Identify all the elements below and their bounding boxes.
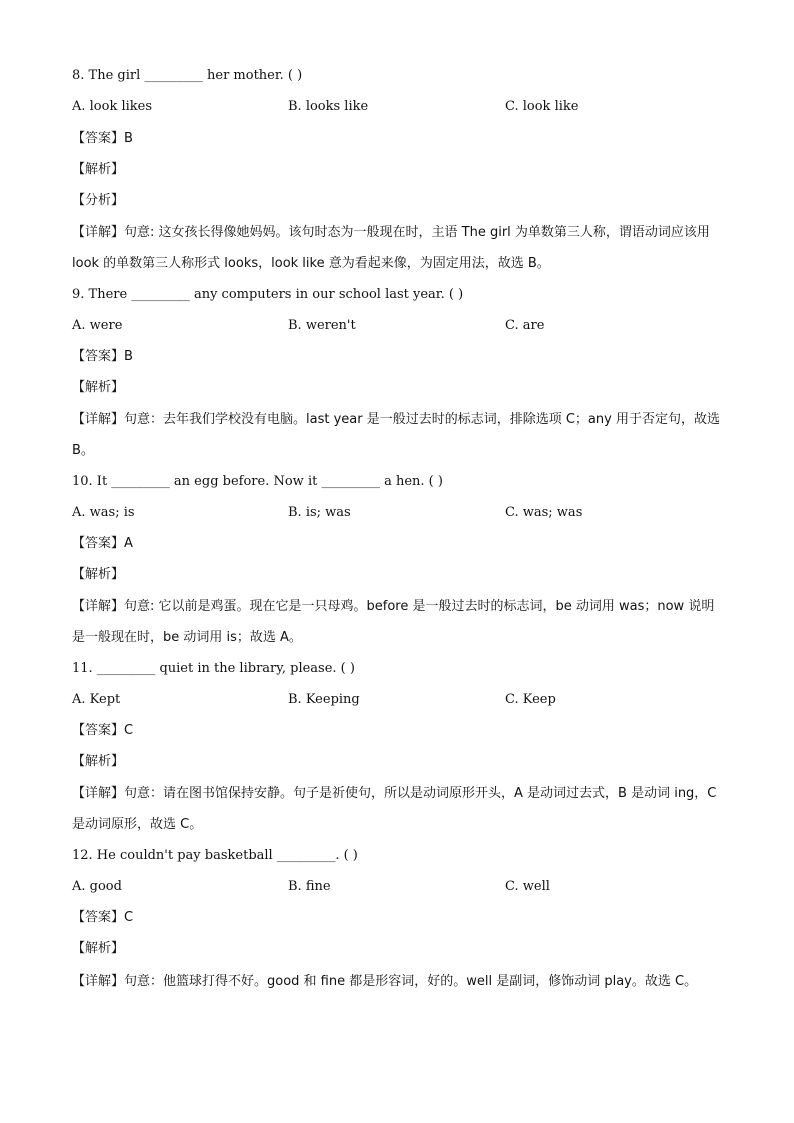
option-b: B. looks like	[288, 99, 369, 114]
option-c: C. look like	[505, 99, 579, 114]
option-c: C. Keep	[505, 692, 556, 707]
question-9-stem: 9. There _________ any computers in our school last year. ( )	[72, 287, 464, 302]
question-8-options	[72, 97, 732, 117]
question-11-stem: 11. _________ quiet in the library, please. ( )	[72, 661, 355, 676]
answer-label: 【答案】C	[72, 723, 134, 738]
option-a: A. were	[72, 318, 123, 333]
option-b: B. weren't	[288, 318, 356, 333]
analysis-label: 【解析】	[72, 380, 125, 395]
question-8-stem: 8. The girl _________ her mother. ( )	[72, 68, 303, 83]
question-12-stem: 12. He couldn't pay basketball _________. ( )	[72, 848, 358, 863]
question-10-options	[72, 503, 732, 523]
analysis-label: 【解析】	[72, 754, 125, 769]
option-c: C. was; was	[505, 505, 583, 520]
fenxi-label: 【分析】	[72, 193, 125, 208]
answer-label: 【答案】A	[72, 536, 133, 551]
option-a: A. look likes	[72, 99, 153, 114]
option-a: A. Kept	[72, 692, 121, 707]
option-a: A. was; is	[72, 505, 135, 520]
option-b: B. is; was	[288, 505, 351, 520]
answer-label: 【答案】C	[72, 910, 134, 925]
analysis-label: 【解析】	[72, 162, 125, 177]
question-9-options	[72, 316, 732, 336]
question-10-stem: 10. It _________ an egg before. Now it _________ a hen. ( )	[72, 474, 443, 489]
answer-label: 【答案】B	[72, 349, 133, 364]
option-b: B. Keeping	[288, 692, 360, 707]
option-a: A. good	[72, 879, 122, 894]
option-c: C. well	[505, 879, 550, 894]
option-b: B. fine	[288, 879, 331, 894]
question-12-options	[72, 877, 732, 897]
option-c: C. are	[505, 318, 545, 333]
question-11-options	[72, 690, 732, 710]
answer-label: 【答案】B	[72, 131, 133, 146]
analysis-label: 【解析】	[72, 567, 125, 582]
detail-text: 【详解】句意: 它以前是鸡蛋。现在它是一只母鸡。before 是一般过去时的标志词，be 动词用 was；now 说明是一般现在时，be 动词用 is；故选 A。	[72, 599, 715, 645]
analysis-label: 【解析】	[72, 941, 125, 956]
detail-text: 【详解】句意：去年我们学校没有电脑。last year 是一般过去时的标志词，排除选项 C；any 用于否定句，故选 B。	[72, 412, 720, 458]
detail-text: 【详解】句意: 这女孩长得像她妈妈。该句时态为一般现在时，主语 The girl 为单数第三人称，谓语动词应该用 look 的单数第三人称形式 looks，look like 意为看起来像，为固定用法，故选 B。	[72, 225, 710, 271]
detail-text: 【详解】句意：他篮球打得不好。good 和 fine 都是形容词，好的。well 是副词，修饰动词 play。故选 C。	[72, 974, 698, 989]
detail-text: 【详解】句意：请在图书馆保持安静。句子是祈使句，所以是动词原形开头，A 是动词过去式，B 是动词 ing，C 是动词原形，故选 C。	[72, 786, 717, 832]
